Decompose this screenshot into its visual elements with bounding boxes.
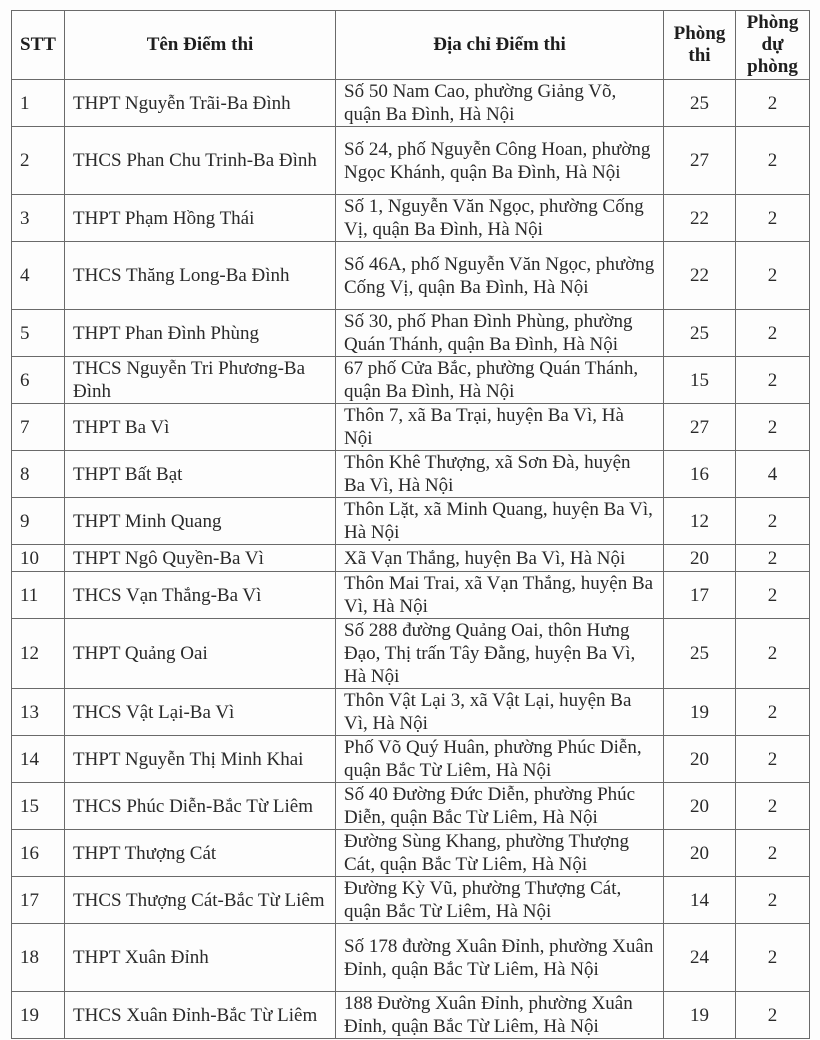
row-stt: 3 xyxy=(12,195,65,242)
row-exam-rooms: 14 xyxy=(664,877,736,924)
table-row xyxy=(12,689,810,736)
row-venue-address: Số 30, phố Phan Đình Phùng, phường Quán Thánh, quận Ba Đình, Hà Nội xyxy=(336,310,664,357)
row-spare-rooms: 2 xyxy=(736,127,810,195)
row-spare-rooms: 2 xyxy=(736,992,810,1039)
row-stt: 1 xyxy=(12,80,65,127)
row-exam-rooms: 25 xyxy=(664,80,736,127)
table-row xyxy=(12,242,810,310)
row-venue-address: Số 178 đường Xuân Đỉnh, phường Xuân Đỉnh, quận Bắc Từ Liêm, Hà Nội xyxy=(336,924,664,992)
row-exam-rooms: 17 xyxy=(664,572,736,619)
row-exam-rooms: 19 xyxy=(664,689,736,736)
row-stt: 8 xyxy=(12,451,65,498)
row-exam-rooms: 24 xyxy=(664,924,736,992)
table-row xyxy=(12,992,810,1039)
row-exam-rooms: 27 xyxy=(664,404,736,451)
row-venue-name: THPT Quảng Oai xyxy=(65,619,336,689)
row-stt: 11 xyxy=(12,572,65,619)
row-venue-address: Số 50 Nam Cao, phường Giảng Võ, quận Ba Đình, Hà Nội xyxy=(336,80,664,127)
row-spare-rooms: 2 xyxy=(736,310,810,357)
row-stt: 17 xyxy=(12,877,65,924)
row-venue-name: THPT Phạm Hồng Thái xyxy=(65,195,336,242)
row-venue-address: Số 1, Nguyễn Văn Ngọc, phường Cống Vị, quận Ba Đình, Hà Nội xyxy=(336,195,664,242)
row-stt: 2 xyxy=(12,127,65,195)
row-exam-rooms: 25 xyxy=(664,310,736,357)
row-venue-name: THPT Xuân Đỉnh xyxy=(65,924,336,992)
row-exam-rooms: 20 xyxy=(664,830,736,877)
row-stt: 6 xyxy=(12,357,65,404)
row-spare-rooms: 2 xyxy=(736,357,810,404)
row-venue-name: THCS Vật Lại-Ba Vì xyxy=(65,689,336,736)
table-row xyxy=(12,357,810,404)
header-spare-rooms: Phòng dự phòng xyxy=(736,11,810,80)
row-exam-rooms: 27 xyxy=(664,127,736,195)
row-spare-rooms: 2 xyxy=(736,689,810,736)
row-spare-rooms: 2 xyxy=(736,404,810,451)
table-row xyxy=(12,877,810,924)
row-exam-rooms: 20 xyxy=(664,736,736,783)
row-venue-address: Số 40 Đường Đức Diễn, phường Phúc Diễn, quận Bắc Từ Liêm, Hà Nội xyxy=(336,783,664,830)
row-venue-name: THPT Thượng Cát xyxy=(65,830,336,877)
table-row xyxy=(12,451,810,498)
header-venue-name: Tên Điểm thi xyxy=(65,11,336,80)
row-stt: 14 xyxy=(12,736,65,783)
row-spare-rooms: 2 xyxy=(736,830,810,877)
table-row xyxy=(12,619,810,689)
row-venue-name: THPT Nguyễn Trãi-Ba Đình xyxy=(65,80,336,127)
row-spare-rooms: 2 xyxy=(736,736,810,783)
row-venue-address: Thôn Khê Thượng, xã Sơn Đà, huyện Ba Vì, Hà Nội xyxy=(336,451,664,498)
table-row xyxy=(12,310,810,357)
table-row xyxy=(12,783,810,830)
row-stt: 16 xyxy=(12,830,65,877)
row-venue-address: Số 46A, phố Nguyễn Văn Ngọc, phường Cống Vị, quận Ba Đình, Hà Nội xyxy=(336,242,664,310)
table-row xyxy=(12,498,810,545)
row-spare-rooms: 2 xyxy=(736,783,810,830)
row-spare-rooms: 2 xyxy=(736,498,810,545)
row-exam-rooms: 20 xyxy=(664,545,736,572)
row-venue-name: THCS Phúc Diễn-Bắc Từ Liêm xyxy=(65,783,336,830)
row-spare-rooms: 2 xyxy=(736,572,810,619)
row-venue-name: THCS Nguyễn Tri Phương-Ba Đình xyxy=(65,357,336,404)
row-stt: 10 xyxy=(12,545,65,572)
table-row xyxy=(12,572,810,619)
table-row xyxy=(12,736,810,783)
header-stt: STT xyxy=(12,11,65,80)
row-spare-rooms: 4 xyxy=(736,451,810,498)
row-spare-rooms: 2 xyxy=(736,877,810,924)
row-spare-rooms: 2 xyxy=(736,924,810,992)
row-stt: 7 xyxy=(12,404,65,451)
row-stt: 19 xyxy=(12,992,65,1039)
row-exam-rooms: 16 xyxy=(664,451,736,498)
row-venue-name: THPT Phan Đình Phùng xyxy=(65,310,336,357)
row-venue-name: THPT Ba Vì xyxy=(65,404,336,451)
row-venue-address: Thôn Vật Lại 3, xã Vật Lại, huyện Ba Vì, Hà Nội xyxy=(336,689,664,736)
row-venue-name: THCS Thượng Cát-Bắc Từ Liêm xyxy=(65,877,336,924)
row-exam-rooms: 19 xyxy=(664,992,736,1039)
table-row xyxy=(12,404,810,451)
row-venue-address: Thôn Mai Trai, xã Vạn Thắng, huyện Ba Vì, Hà Nội xyxy=(336,572,664,619)
row-venue-address: Thôn Lặt, xã Minh Quang, huyện Ba Vì, Hà Nội xyxy=(336,498,664,545)
row-stt: 12 xyxy=(12,619,65,689)
table-row xyxy=(12,80,810,127)
row-venue-address: Xã Vạn Thắng, huyện Ba Vì, Hà Nội xyxy=(336,545,664,572)
row-stt: 15 xyxy=(12,783,65,830)
row-venue-name: THCS Phan Chu Trinh-Ba Đình xyxy=(65,127,336,195)
row-stt: 18 xyxy=(12,924,65,992)
header-exam-rooms: Phòng thi xyxy=(664,11,736,80)
row-spare-rooms: 2 xyxy=(736,619,810,689)
row-spare-rooms: 2 xyxy=(736,80,810,127)
row-exam-rooms: 25 xyxy=(664,619,736,689)
row-venue-address: Đường Sùng Khang, phường Thượng Cát, quận Bắc Từ Liêm, Hà Nội xyxy=(336,830,664,877)
header-venue-address: Địa chỉ Điểm thi xyxy=(336,11,664,80)
row-stt: 9 xyxy=(12,498,65,545)
row-venue-name: THPT Minh Quang xyxy=(65,498,336,545)
table-row xyxy=(12,924,810,992)
row-venue-name: THCS Xuân Đỉnh-Bắc Từ Liêm xyxy=(65,992,336,1039)
table-row xyxy=(12,195,810,242)
row-venue-address: Số 24, phố Nguyễn Công Hoan, phường Ngọc Khánh, quận Ba Đình, Hà Nội xyxy=(336,127,664,195)
row-venue-address: Thôn 7, xã Ba Trại, huyện Ba Vì, Hà Nội xyxy=(336,404,664,451)
row-venue-name: THPT Bất Bạt xyxy=(65,451,336,498)
row-spare-rooms: 2 xyxy=(736,195,810,242)
row-stt: 13 xyxy=(12,689,65,736)
row-venue-name: THCS Vạn Thắng-Ba Vì xyxy=(65,572,336,619)
row-venue-name: THPT Nguyễn Thị Minh Khai xyxy=(65,736,336,783)
row-exam-rooms: 12 xyxy=(664,498,736,545)
table-row xyxy=(12,545,810,572)
row-exam-rooms: 22 xyxy=(664,195,736,242)
exam-venues-table xyxy=(11,10,810,1039)
row-venue-address: 67 phố Cửa Bắc, phường Quán Thánh, quận Ba Đình, Hà Nội xyxy=(336,357,664,404)
row-venue-name: THCS Thăng Long-Ba Đình xyxy=(65,242,336,310)
row-exam-rooms: 22 xyxy=(664,242,736,310)
row-exam-rooms: 15 xyxy=(664,357,736,404)
table-row xyxy=(12,830,810,877)
table-header-row xyxy=(12,11,810,80)
row-exam-rooms: 20 xyxy=(664,783,736,830)
table-row xyxy=(12,127,810,195)
row-venue-address: Phố Võ Quý Huân, phường Phúc Diễn, quận Bắc Từ Liêm, Hà Nội xyxy=(336,736,664,783)
row-venue-address: 188 Đường Xuân Đỉnh, phường Xuân Đỉnh, quận Bắc Từ Liêm, Hà Nội xyxy=(336,992,664,1039)
row-venue-address: Đường Kỳ Vũ, phường Thượng Cát, quận Bắc Từ Liêm, Hà Nội xyxy=(336,877,664,924)
row-stt: 4 xyxy=(12,242,65,310)
row-venue-address: Số 288 đường Quảng Oai, thôn Hưng Đạo, Thị trấn Tây Đằng, huyện Ba Vì, Hà Nội xyxy=(336,619,664,689)
row-stt: 5 xyxy=(12,310,65,357)
row-venue-name: THPT Ngô Quyền-Ba Vì xyxy=(65,545,336,572)
row-spare-rooms: 2 xyxy=(736,242,810,310)
row-spare-rooms: 2 xyxy=(736,545,810,572)
